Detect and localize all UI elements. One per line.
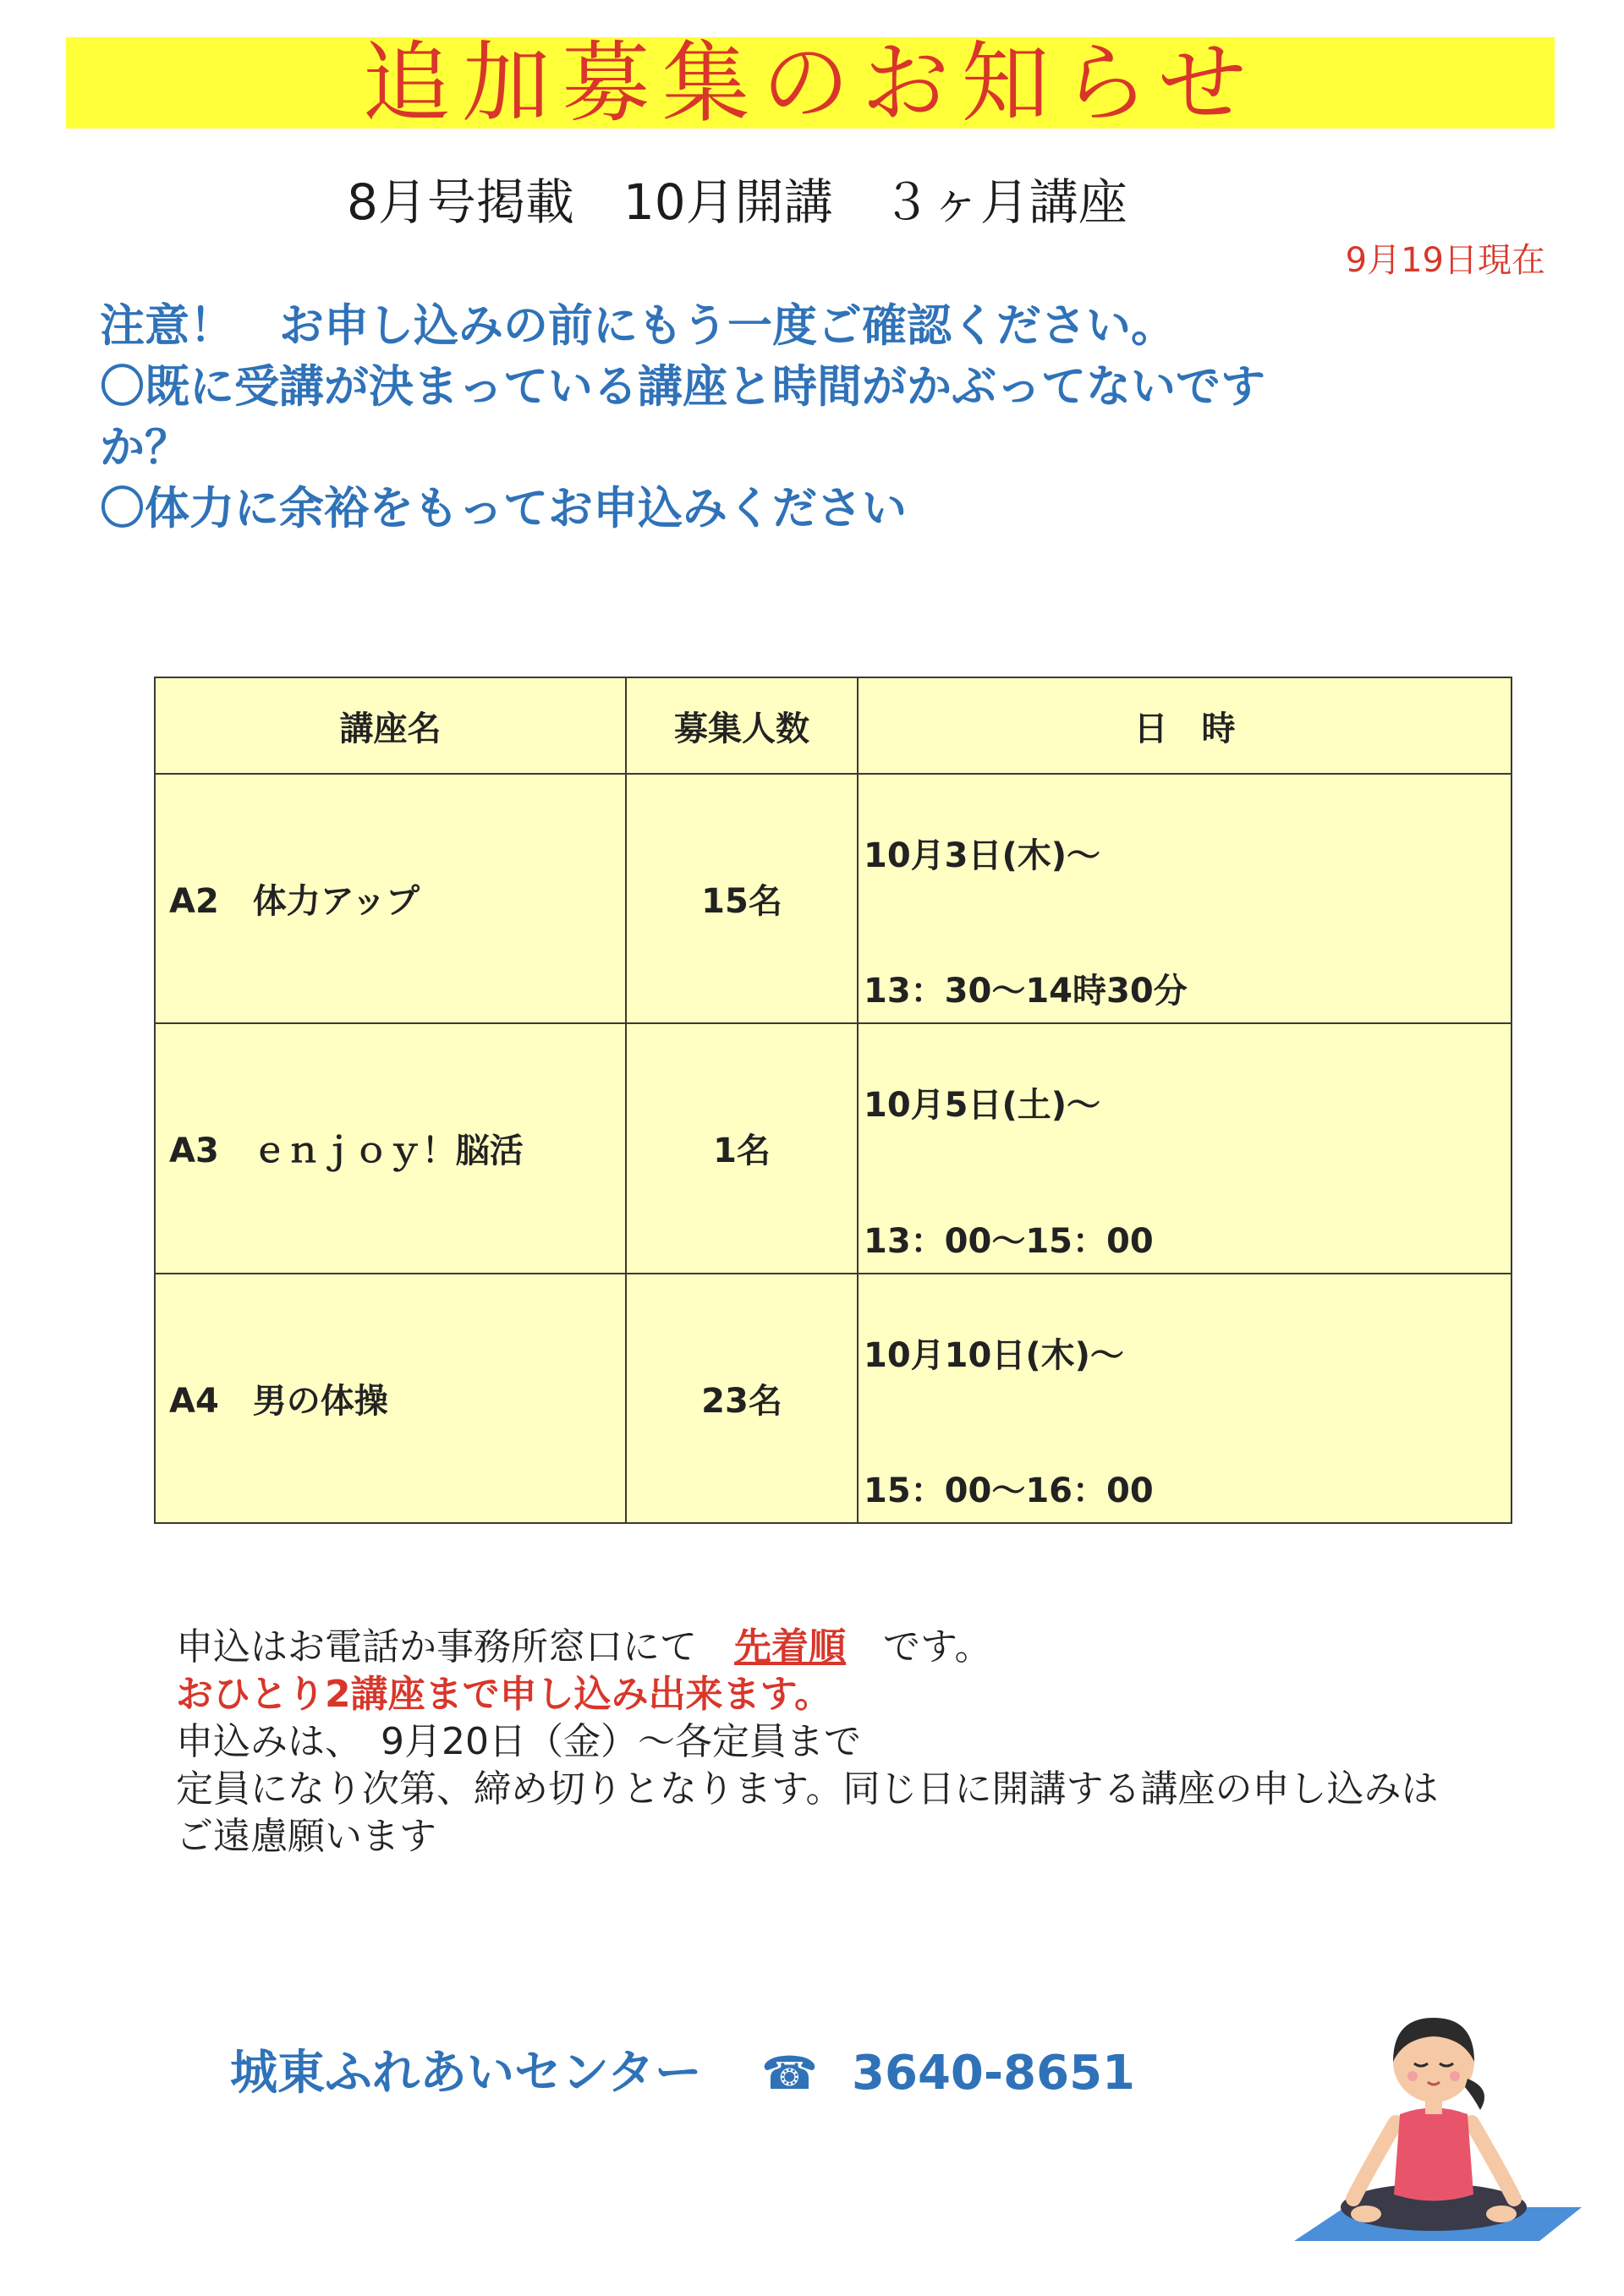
notice-line: 注意！ お申し込みの前にもう一度ご確認ください。: [100, 300, 1176, 352]
limit-notice: おひとり2講座まで申し込み出来ます。: [176, 1673, 832, 1716]
notice-line: 〇体力に余裕をもってお申込みください: [100, 483, 907, 534]
ponytail: [1465, 2079, 1484, 2110]
course-table: [154, 677, 1512, 1524]
course-time: 15：00～16：00: [864, 1471, 1154, 1510]
course-name: A2 体力アップ: [155, 774, 626, 1023]
table-row: [155, 1023, 1512, 1273]
course-start-date: 10月3日(木)～: [864, 836, 1101, 875]
info-text: 申込はお電話か事務所窓口にて: [176, 1625, 734, 1669]
yoga-woman-illustration: [1286, 1996, 1590, 2249]
header-course-name: 講座名: [155, 677, 626, 774]
course-datetime: [858, 774, 1512, 1023]
course-capacity: 23名: [626, 1274, 858, 1523]
header-capacity: 募集人数: [626, 677, 858, 774]
first-come-highlight: 先着順: [734, 1625, 846, 1669]
foot-right: [1486, 2206, 1517, 2222]
contact-footer: [230, 2046, 1135, 2101]
phone-number: 3640-8651: [852, 2046, 1135, 2101]
torso: [1394, 2108, 1473, 2201]
application-info: [176, 1624, 1546, 1860]
subtitle: 8月号掲載 10月開講 ３ヶ月講座: [347, 173, 1127, 231]
org-name: 城東ふれあいセンター: [230, 2046, 702, 2101]
course-name: A4 男の体操: [155, 1274, 626, 1523]
title-banner: [66, 31, 1555, 134]
cheek-right: [1450, 2071, 1460, 2081]
notice-line: 〇既に受講が決まっている講座と時間がかぶってないです: [100, 361, 1265, 413]
course-start-date: 10月5日(土)～: [864, 1086, 1101, 1126]
course-start-date: 10月10日(木)～: [864, 1335, 1124, 1375]
info-line: [176, 1624, 1546, 1671]
table-row: [155, 1274, 1512, 1523]
notice-block: [100, 296, 1487, 540]
header-datetime: 日 時: [858, 677, 1512, 774]
cheek-left: [1407, 2071, 1418, 2081]
info-line: 定員になり次第、締め切りとなります。同じ日に開講する講座の申し込みは: [176, 1767, 1439, 1811]
info-text: です。: [846, 1625, 992, 1669]
course-datetime: [858, 1023, 1512, 1273]
info-line: ご遠慮願います: [176, 1815, 436, 1858]
as-of-date: 9月19日現在: [1345, 241, 1545, 280]
notice-line: か？: [100, 422, 189, 474]
course-capacity: 15名: [626, 774, 858, 1023]
info-line: 申込みは、 9月20日（金）～各定員まで: [176, 1720, 861, 1763]
phone-icon: ☎: [760, 2047, 819, 2100]
course-capacity: 1名: [626, 1023, 858, 1273]
course-name: A3 ｅｎｊｏｙ！脳活: [155, 1023, 626, 1273]
page-title: 追加募集のお知らせ: [362, 31, 1259, 134]
course-time: 13：30～14時30分: [864, 972, 1188, 1011]
table-header-row: [155, 677, 1512, 774]
course-time: 13：00～15：00: [864, 1221, 1154, 1261]
table-row: [155, 774, 1512, 1023]
course-datetime: [858, 1274, 1512, 1523]
foot-left: [1351, 2206, 1381, 2222]
